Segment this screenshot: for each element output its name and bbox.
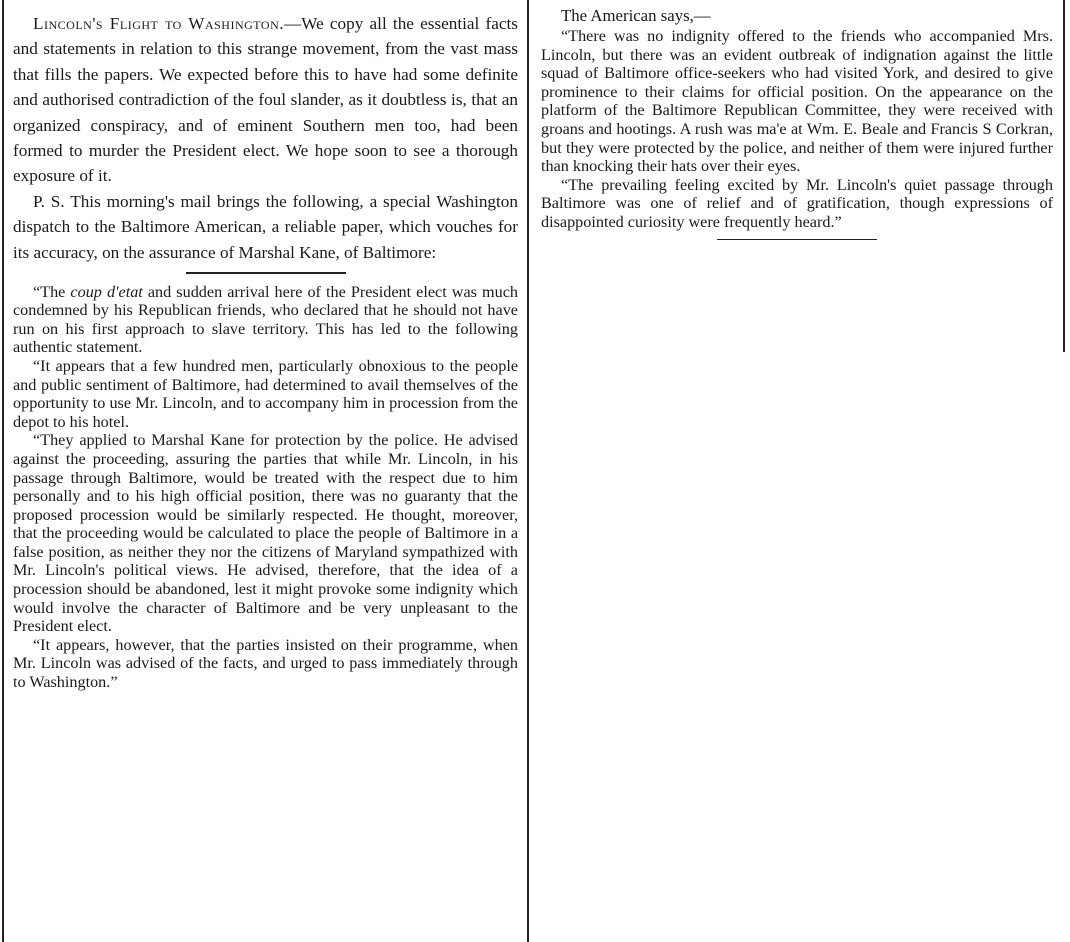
intro-text: —We copy all the essential facts and statements in relation to this strange movement, from the vast mass that fills the papers. We expected before this to have had some definite and authorised contradiction of the foul slander, as it doubtless is, that an organized conspiracy, and of eminent Southern men too, had been formed to murder the President elect. We hope soon to see a thorough exposure of it. (13, 14, 518, 186)
quote-paragraph-3: “They applied to Marshal Kane for protection by the police. He advised against the proceeding, assuring the parties that while Mr. Lincoln, in his passage through Baltimore, would be treated with the respect due to him personally and to his high official position, there was no guaranty that the proposed procession would be similarly respected. He thought, moreover, that the proceeding would be calculated to place the people of Baltimore in a false position, as neither they nor the citizens of Maryland sympathized with Mr. Lincoln's political views. He advised, therefore, that the idea of a procession should be abandoned, lest it might provoke some indignity which would involve the character of Baltimore and be very unpleasant to the President elect. (13, 431, 518, 636)
quote-1-rest: and sudden arrival here of the President elect was much condemned by his Republican friends, who declared that he should not have run on his first approach to slave territory. This has led to the following authentic statement. (13, 282, 518, 357)
short-separator (186, 272, 346, 274)
quote-paragraph-1 (13, 283, 518, 357)
article-headline: Lincoln's Flight to Washington. (33, 14, 285, 33)
right-column-rule (1063, 0, 1065, 352)
american-intro: The American says,— (561, 6, 711, 25)
american-quote-2: “The prevailing feeling excited by Mr. Lincoln's quiet passage through Baltimore was one of relief and of gratification, though expressions of disappointed curiosity were frequently heard.” (541, 175, 1053, 231)
left-column (13, 11, 518, 692)
postscript-paragraph: P. S. This morning's mail brings the following, a special Washington dispatch to the Baltimore American, a reliable paper, which vouches for its accuracy, on the assurance of Marshal Kane, of Baltimore: (13, 191, 518, 262)
coup-detat-italic: coup d'etat (70, 282, 143, 301)
center-column-rule (527, 0, 529, 942)
quote-open: “The (33, 282, 71, 301)
intro-paragraph (13, 11, 518, 189)
quote-paragraph-2: “It appears that a few hundred men, particularly obnoxious to the people and public sentiment of Baltimore, had determined to avail themselves of the opportunity to use Mr. Lincoln, and to accompany him in procession from the depot to his hotel. (13, 356, 518, 431)
left-column-rule (2, 0, 4, 942)
end-separator (717, 239, 877, 241)
right-column (541, 5, 1053, 240)
quote-paragraph-4: “It appears, however, that the parties insisted on their programme, when Mr. Lincoln was advised of the facts, and urged to pass immediately through to Washington.” (13, 635, 518, 692)
american-quote-1: “There was no indignity offered to the friends who accompanied Mrs. Lincoln, but there was an evident outbreak of indignation against the little squad of Baltimore office-seekers who had visited York, and desired to give prominence to their claims for official position. On the appearance on the platform of the Baltimore Republican Committee, they were received with groans and hootings. A rush was ma'e at Wm. E. Beale and Francis S Corkran, but they were protected by the police, and neither of them were injured further than knocking their hats over their eyes. (541, 27, 1053, 176)
